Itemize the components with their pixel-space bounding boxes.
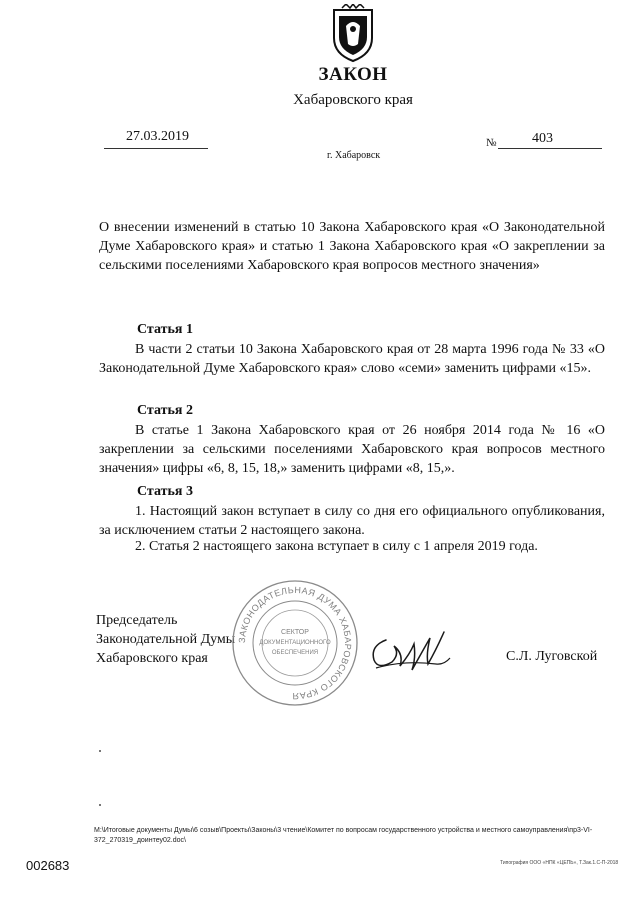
signatory-line-3: Хабаровского края — [96, 651, 208, 666]
file-path: М:\Итоговые документы Думы\6 созыв\Проекты\Законы\3 чтение\Комитет по вопросам государственного устройства и местного самоуправления\пр3-VI-372_270319_доинтеу02.doc\ — [94, 827, 593, 844]
article-2-heading: Статья 2 — [137, 403, 193, 418]
printer-note: Типография ООО «НПК «ЦЕПЬ», Т.Зак.1.С-П-2018 — [500, 860, 619, 866]
law-date: 27.03.2019 — [126, 129, 189, 144]
city-label: г. Хабаровск — [327, 150, 381, 161]
document-title: ЗАКОН — [318, 64, 388, 85]
stamp-center-1: СЕКТОР — [281, 629, 309, 636]
law-number: 403 — [532, 131, 553, 146]
official-stamp — [230, 578, 360, 708]
date-underline — [104, 148, 208, 149]
number-sign: № — [486, 137, 497, 149]
signatory-title — [96, 611, 235, 668]
signatory-line-1: Председатель — [96, 613, 178, 628]
signer-name: С.Л. Луговской — [506, 649, 598, 664]
margin-mark — [99, 804, 101, 806]
document-code: 002683 — [26, 858, 70, 873]
stamp-center-2: ДОКУМЕНТАЦИОННОГО — [259, 640, 331, 646]
margin-mark — [99, 750, 101, 752]
law-intro-title: О внесении изменений в статью 10 Закона Хабаровского края «О Законодательной Думе Хабаровского края» и статью 1 Закона Хабаровского края «О закреплении за сельскими поселениями Хабаровского края вопросов местного значения» — [99, 220, 605, 273]
article-1-heading: Статья 1 — [137, 322, 193, 337]
stamp-ring-text: ЗАКОНОДАТЕЛЬНАЯ ДУМА ХАБАРОВСКОГО КРАЯ — [236, 584, 354, 702]
number-underline — [498, 148, 602, 149]
handwritten-signature — [364, 624, 456, 680]
stamp-center-3: ОБЕСПЕЧЕНИЯ — [271, 650, 319, 656]
article-3-heading: Статья 3 — [137, 484, 193, 499]
article-2-text: В статье 1 Закона Хабаровского края от 26 ноября 2014 года № 16 «О закреплении за сельскими поселениями Хабаровского края вопросов местного значения» цифры «6, 8, 15, 18,» заменить цифрами «8, 15,». — [99, 423, 605, 476]
coat-of-arms-icon — [328, 4, 378, 64]
article-3-paragraph-2: 2. Статья 2 настоящего закона вступает в силу с 1 апреля 2019 года. — [135, 539, 538, 554]
document-subtitle: Хабаровского края — [293, 92, 413, 108]
article-1-text: В части 2 статьи 10 Закона Хабаровского края от 28 марта 1996 года № 33 «О Законодательной Думе Хабаровского края» слово «семи» заменить цифрами «15». — [99, 342, 605, 376]
signatory-line-2: Законодательной Думы — [96, 632, 236, 647]
article-3-paragraph-1: 1. Настоящий закон вступает в силу со дня его официального опубликования, за исключением статьи 2 настоящего закона. — [99, 504, 605, 538]
